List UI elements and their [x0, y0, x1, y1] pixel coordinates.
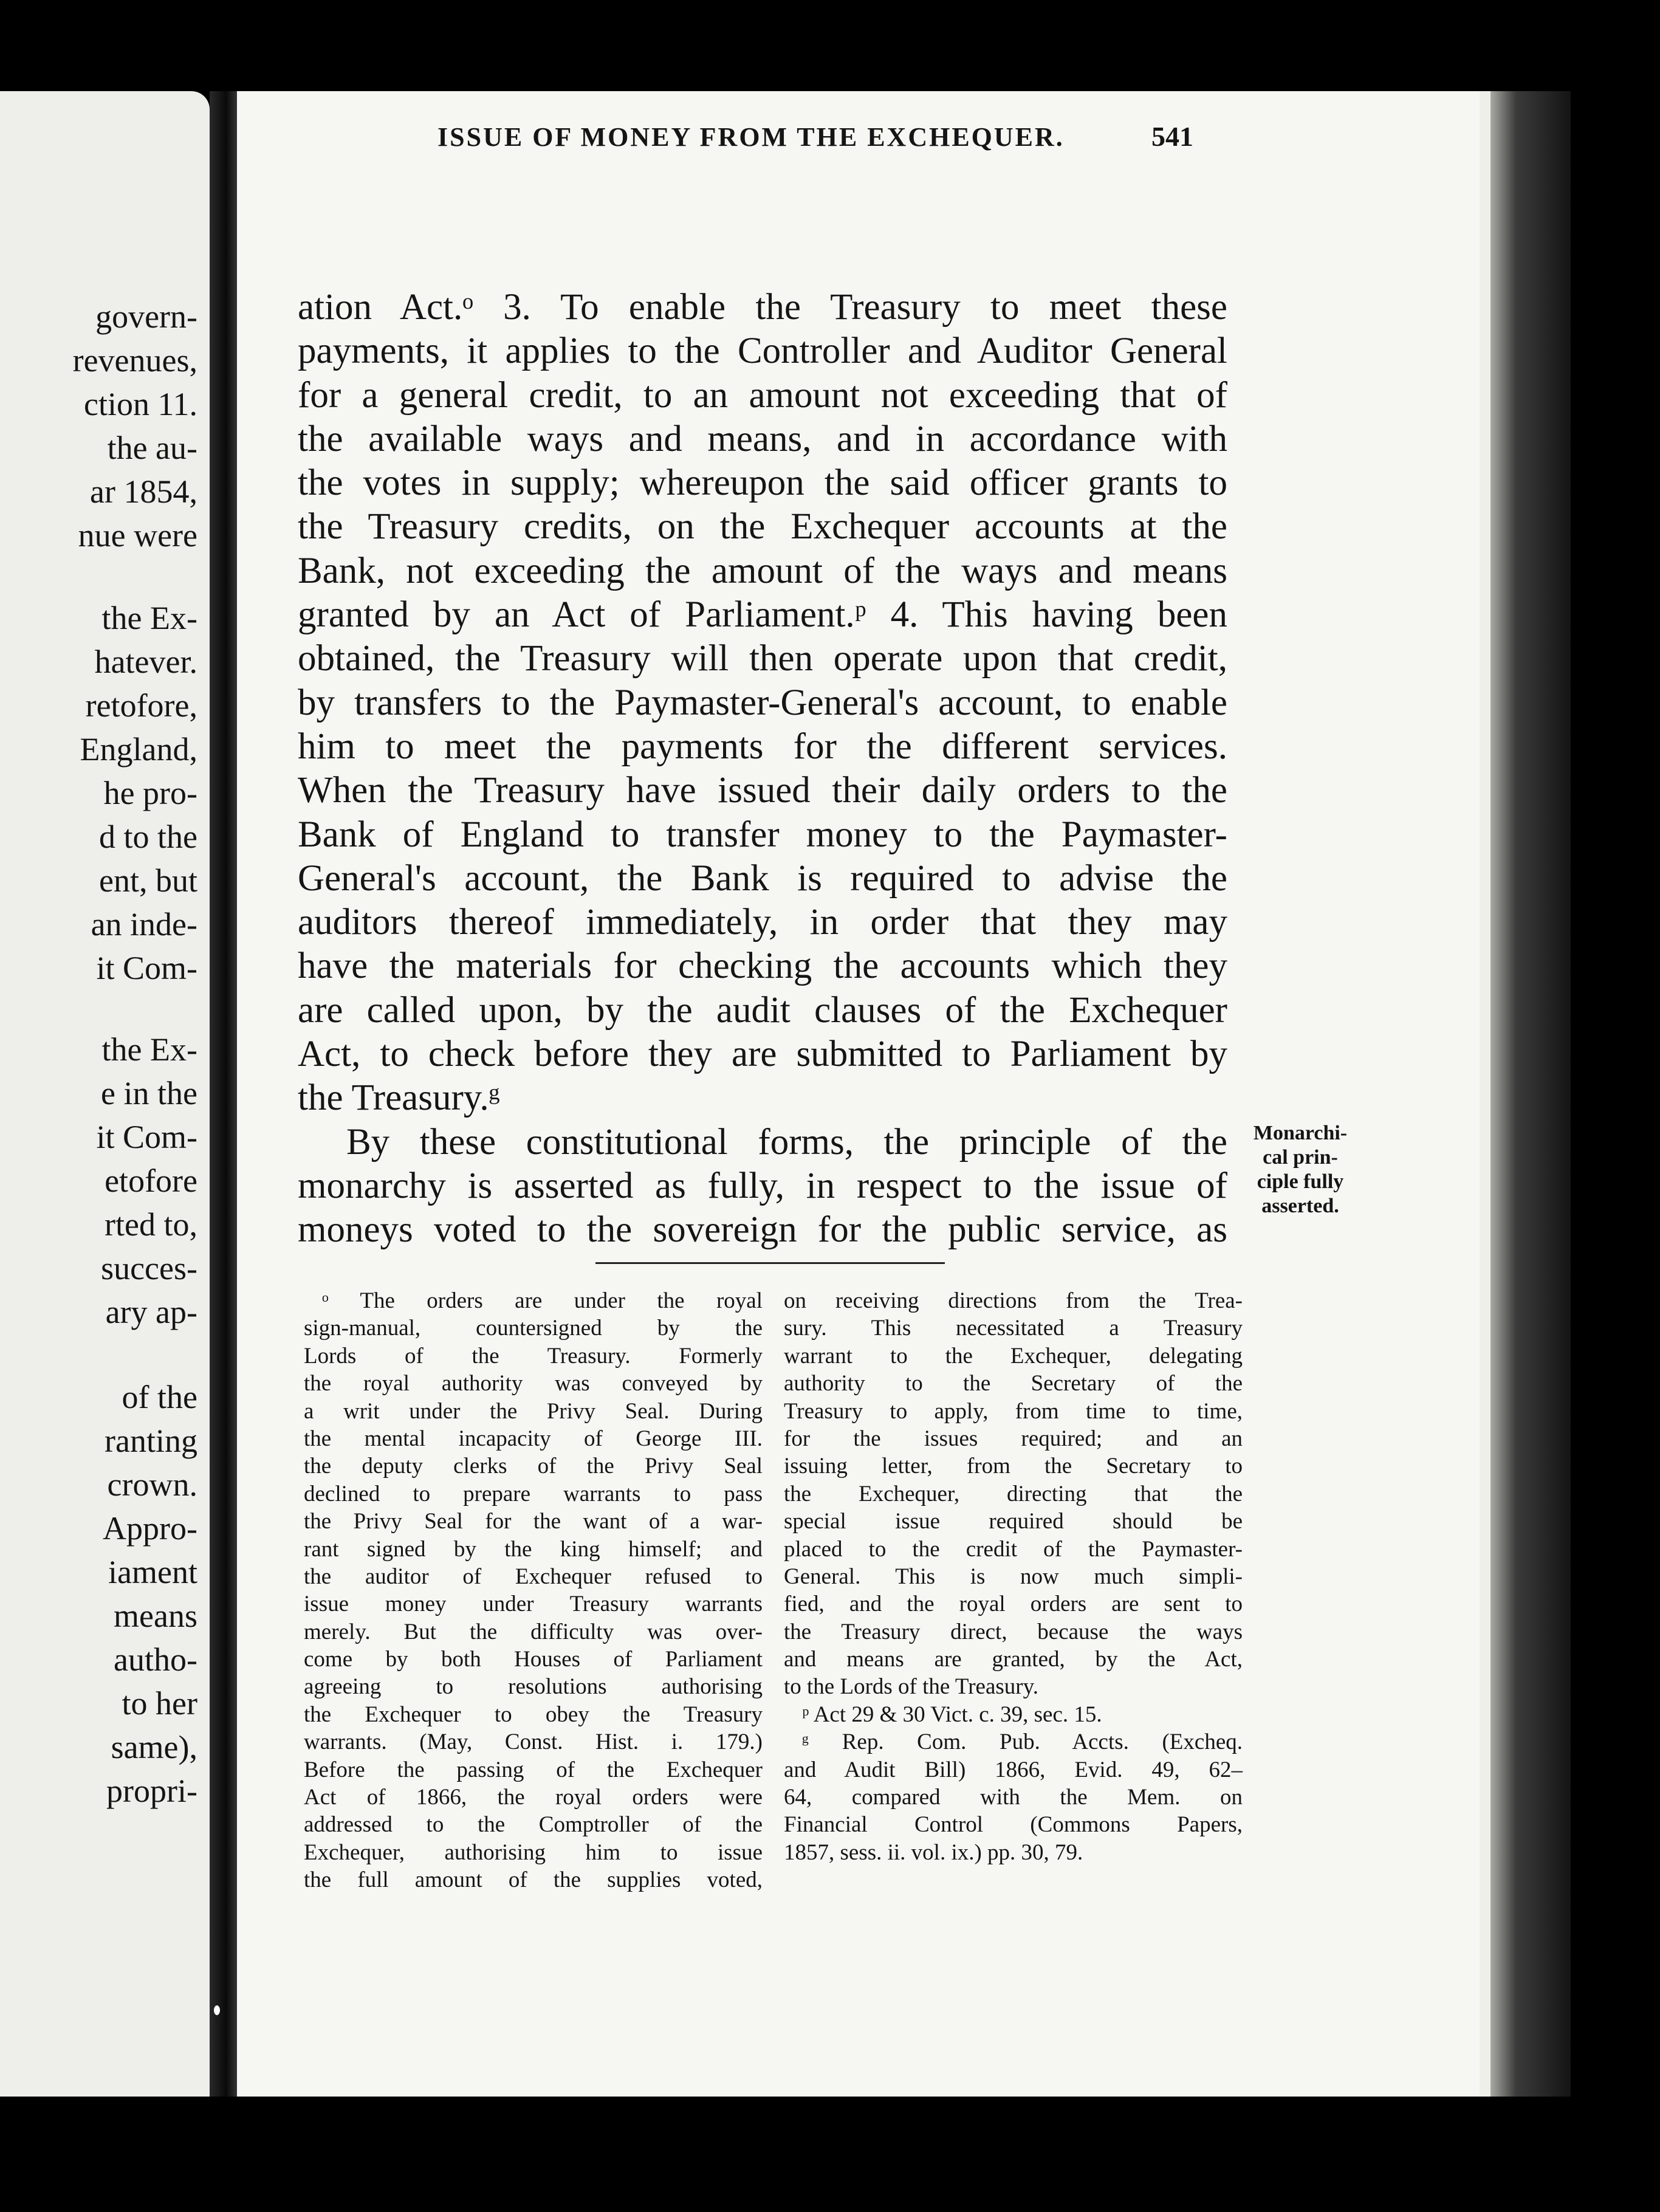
footnote-line: Before the passing of the Exchequer: [304, 1757, 763, 1782]
marginal-note-line: ciple fully: [1257, 1170, 1344, 1193]
facing-line: govern-: [95, 298, 197, 335]
body-line: monarchy is asserted as fully, in respect to the issue of: [298, 1165, 1227, 1206]
facing-line: iament: [108, 1554, 197, 1590]
facing-line: ction 11.: [84, 386, 197, 422]
facing-line: of the: [122, 1379, 197, 1415]
paper-speck: [214, 2005, 220, 2015]
facing-line: crown.: [107, 1466, 197, 1503]
footnote-line: the Privy Seal for the want of a war-: [304, 1509, 763, 1534]
body-line: By these constitutional forms, the principle of the: [346, 1121, 1227, 1163]
footnote-line: sign-manual, countersigned by the: [304, 1316, 763, 1341]
facing-line: hatever.: [94, 644, 197, 680]
facing-line: e in the: [101, 1075, 197, 1111]
footnote-line: General. This is now much simpli-: [784, 1564, 1243, 1589]
facing-line: the au-: [107, 430, 197, 466]
facing-line: the Ex-: [101, 1031, 197, 1068]
facing-line: to her: [122, 1685, 197, 1722]
footnote-line: warrants. (May, Const. Hist. i. 179.): [304, 1729, 763, 1755]
marginal-note-line: Monarchi-: [1253, 1122, 1348, 1144]
facing-line: means: [114, 1598, 197, 1634]
marginal-note-line: cal prin-: [1263, 1146, 1338, 1169]
footnote-line: and Audit Bill) 1866, Evid. 49, 62–: [784, 1757, 1243, 1782]
body-line: Bank, not exceeding the amount of the ways and means: [298, 550, 1227, 591]
facing-line: the Ex-: [101, 600, 197, 636]
footnote-line: the full amount of the supplies voted,: [304, 1867, 763, 1893]
facing-line: propri-: [106, 1773, 197, 1809]
body-line: the Treasury.ᵍ: [298, 1077, 500, 1119]
body-line: Act, to check before they are submitted to Parliament by: [298, 1034, 1227, 1075]
footnote-line: for the issues required; and an: [784, 1426, 1243, 1451]
facing-line: nue were: [78, 517, 197, 554]
facing-line: etofore: [105, 1163, 197, 1199]
footnote-line: the Exchequer, directing that the: [784, 1481, 1243, 1506]
body-line: When the Treasury have issued their daily orders to the: [298, 770, 1227, 811]
footnote-line: the Exchequer to obey the Treasury: [304, 1702, 763, 1727]
footnote-line: ᵍ Rep. Com. Pub. Accts. (Excheq.: [802, 1729, 1243, 1755]
footnote-line: special issue required should be: [784, 1509, 1243, 1534]
footnote-line: a writ under the Privy Seal. During: [304, 1398, 763, 1424]
body-line: have the materials for checking the accounts which they: [298, 946, 1227, 987]
footnote-line: placed to the credit of the Paymaster-: [784, 1536, 1243, 1562]
footnote-line: Exchequer, authorising him to issue: [304, 1839, 763, 1865]
body-line: ation Act.ᵒ 3. To enable the Treasury to meet these: [298, 287, 1227, 328]
footnote-line: Financial Control (Commons Papers,: [784, 1812, 1243, 1838]
footnote-line: and means are granted, by the Act,: [784, 1647, 1243, 1672]
footnote-line: come by both Houses of Parliament: [304, 1647, 763, 1672]
footnotes-left-column: [304, 1287, 763, 1894]
footnote-line: merely. But the difficulty was over-: [304, 1619, 763, 1644]
footnote-line: agreeing to resolutions authorising: [304, 1674, 763, 1700]
body-line: Bank of England to transfer money to the Paymaster-: [298, 814, 1227, 855]
page-number: 541: [1151, 121, 1193, 152]
facing-line: Appro-: [103, 1510, 197, 1547]
footnote-line: warrant to the Exchequer, delegating: [784, 1343, 1243, 1369]
footnote-line: 1857, sess. ii. vol. ix.) pp. 30, 79.: [784, 1839, 1083, 1865]
body-line: are called upon, by the audit clauses of the Exchequer: [298, 989, 1227, 1031]
facing-line: it Com-: [96, 1119, 197, 1155]
facing-line: autho-: [114, 1641, 197, 1678]
facing-line: succes-: [101, 1250, 197, 1286]
facing-line: retofore,: [85, 687, 197, 724]
footnote-line: the royal authority was conveyed by: [304, 1371, 763, 1396]
facing-page: [0, 91, 210, 2097]
body-line: granted by an Act of Parliament.ᵖ 4. This having been: [298, 594, 1227, 636]
facing-line: an inde-: [91, 906, 197, 943]
footnote-line: the mental incapacity of George III.: [304, 1426, 763, 1451]
facing-line: revenues,: [72, 342, 197, 379]
book-gutter: [210, 91, 237, 2097]
body-line: moneys voted to the sovereign for the public service, as: [298, 1209, 1227, 1251]
footnote-line: issue money under Treasury warrants: [304, 1592, 763, 1617]
footnote-rule: [595, 1262, 945, 1264]
body-line: the Treasury credits, on the Exchequer accounts at the: [298, 506, 1227, 548]
footnote-line: Lords of the Treasury. Formerly: [304, 1343, 763, 1369]
facing-line: ary ap-: [105, 1294, 197, 1330]
facing-line: d to the: [99, 819, 197, 855]
facing-line: ranting: [105, 1423, 197, 1459]
footnote-line: authority to the Secretary of the: [784, 1371, 1243, 1396]
facing-line: same),: [111, 1729, 197, 1765]
facing-line: he pro-: [103, 775, 197, 811]
body-line: him to meet the payments for the different services.: [298, 726, 1227, 767]
footnote-line: sury. This necessitated a Treasury: [784, 1316, 1243, 1341]
facing-line: rted to,: [105, 1206, 197, 1243]
body-line: obtained, the Treasury will then operate upon that credit,: [298, 638, 1227, 679]
page-edge: [1480, 91, 1571, 2097]
footnote-line: issuing letter, from the Secretary to: [784, 1454, 1243, 1479]
footnote-line: the auditor of Exchequer refused to: [304, 1564, 763, 1589]
footnote-line: the deputy clerks of the Privy Seal: [304, 1454, 763, 1479]
footnote-line: ᵖ Act 29 & 30 Vict. c. 39, sec. 15.: [802, 1702, 1102, 1727]
footnote-line: 64, compared with the Mem. on: [784, 1785, 1243, 1810]
body-text: [298, 286, 1227, 1252]
facing-line: ar 1854,: [90, 473, 197, 510]
footnote-line: to the Lords of the Treasury.: [784, 1674, 1038, 1700]
marginal-note: [1240, 1121, 1361, 1218]
facing-line: England,: [80, 731, 197, 768]
body-line: the votes in supply; whereupon the said officer grants to: [298, 462, 1227, 504]
marginal-note-line: asserted.: [1261, 1195, 1339, 1217]
body-line: General's account, the Bank is required to advise the: [298, 857, 1227, 899]
footnote-line: on receiving directions from the Trea-: [784, 1288, 1243, 1313]
body-line: payments, it applies to the Controller and Auditor General: [298, 331, 1227, 372]
body-line: auditors thereof immediately, in order that they may: [298, 902, 1227, 943]
facing-line: it Com-: [96, 950, 197, 986]
body-line: by transfers to the Paymaster-General's account, to enable: [298, 682, 1227, 723]
footnotes-right-column: [784, 1287, 1243, 1866]
running-head: ISSUE OF MONEY FROM THE EXCHEQUER.: [437, 122, 1065, 152]
footnote-line: Treasury to apply, from time to time,: [784, 1398, 1243, 1424]
footnote-line: rant signed by the king himself; and: [304, 1536, 763, 1562]
body-line: the available ways and means, and in accordance with: [298, 418, 1227, 459]
footnote-line: Act of 1866, the royal orders were: [304, 1785, 763, 1810]
footnote-line: fied, and the royal orders are sent to: [784, 1592, 1243, 1617]
footnote-line: ᵒ The orders are under the royal: [322, 1288, 763, 1313]
facing-line: ent, but: [99, 862, 197, 899]
body-line: for a general credit, to an amount not exceeding that of: [298, 374, 1227, 416]
footnote-line: the Treasury direct, because the ways: [784, 1619, 1243, 1644]
footnote-line: addressed to the Comptroller of the: [304, 1812, 763, 1838]
footnote-line: declined to prepare warrants to pass: [304, 1481, 763, 1506]
